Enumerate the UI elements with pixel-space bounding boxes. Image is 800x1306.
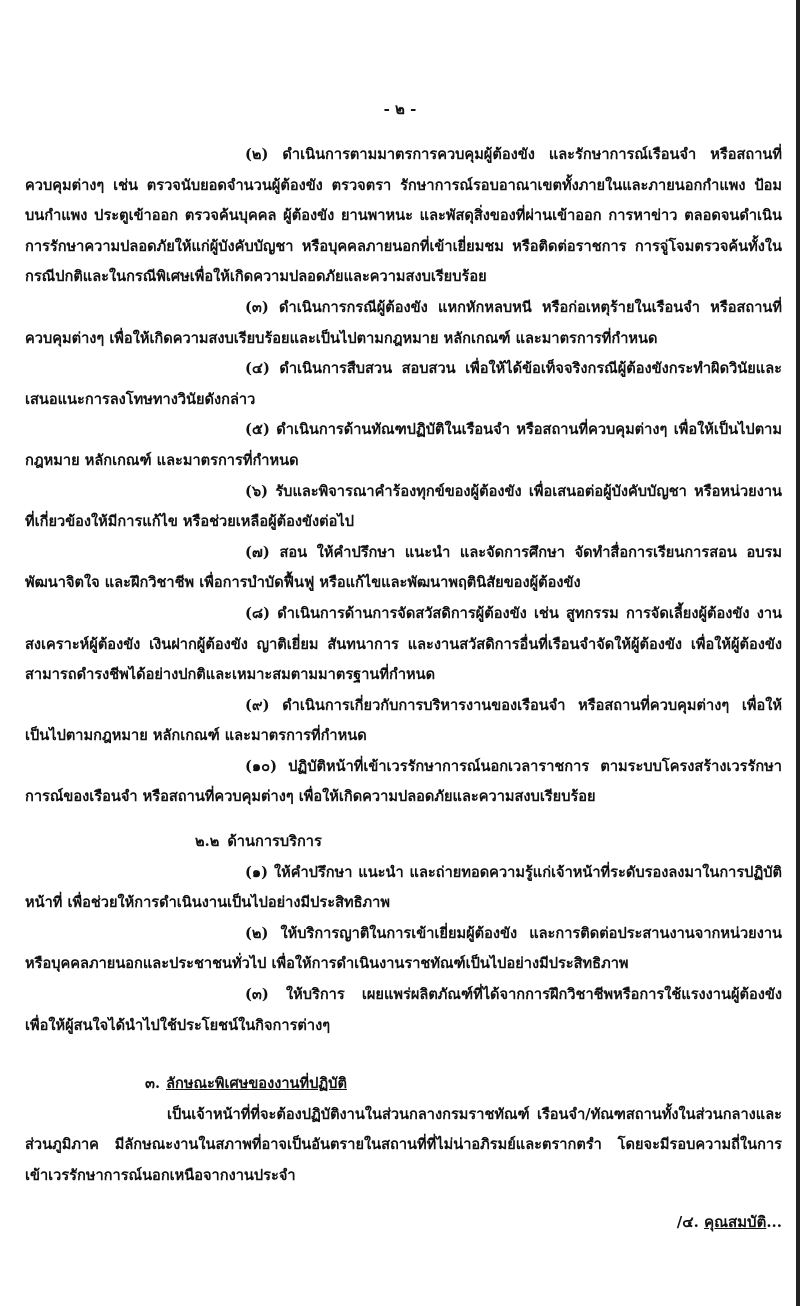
- duty-item-6: (๖) รับและพิจารณาคำร้องทุกข์ของผู้ต้องขัง เพื่อเสนอต่อผู้บังคับบัญชา หรือหน่วยงานที่เกี่ยวข้องให้มีการแก้ไข หรือช่วยเหลือผู้ต้องขังต่อไป: [25, 482, 782, 531]
- special-section-number: ๓.: [145, 1075, 161, 1093]
- special-section-text: เป็นเจ้าหน้าที่ที่จะต้องปฏิบัติงานในส่วนกลางกรมราชทัณฑ์ เรือนจำ/ทัณฑสถานทั้งในส่วนกลางและส่วนภูมิภาค มีลักษณะงานในสภาพที่อาจเป็นอันตรายในสถานที่ที่ไม่น่าอภิรมย์และตรากตรำ โดยจะมีรอบความถี่ในการเข้าเวรรักษาการณ์นอกเหนือจากงานประจำ: [25, 1105, 782, 1184]
- duty-item-4: (๔) ดำเนินการสืบสวน สอบสวน เพื่อให้ได้ข้อเท็จจริงกรณีผู้ต้องขังกระทำผิดวินัยและเสนอแนะการลงโทษทางวินัยดังกล่าว: [25, 360, 782, 408]
- special-section-title: ลักษณะพิเศษของงานที่ปฏิบัติ: [166, 1075, 347, 1093]
- duty-item-9: (๙) ดำเนินการเกี่ยวกับการบริหารงานของเรือนจำ หรือสถานที่ควบคุมต่างๆ เพื่อให้เป็นไปตามกฎหมาย หลักเกณฑ์ และมาตรการที่กำหนด: [25, 696, 782, 745]
- service-list: [25, 858, 782, 1042]
- service-section-title: ด้านการบริการ: [227, 833, 322, 851]
- service-item-3: (๓) ให้บริการ เผยแพร่ผลิตภัณฑ์ที่ได้จากการฝึกวิชาชีพหรือการใช้แรงงานผู้ต้องขัง เพื่อให้ผู้สนใจได้นำไปใช้ประโยชน์ในกิจการต่างๆ: [25, 986, 782, 1034]
- duty-item-8: (๘) ดำเนินการด้านการจัดสวัสดิการผู้ต้องขัง เช่น สูทกรรม การจัดเลี้ยงผู้ต้องขัง งานสงเคราะห์ผู้ต้องขัง เงินฝากผู้ต้องขัง ญาติเยี่ยม สันทนาการ และงานสวัสดิการอื่นที่เรือนจำจัดให้ผู้ต้องขัง เพื่อให้ผู้ต้องขังสามารถดำรงชีพได้อย่างปกติและเหมาะสมตามมาตรฐานที่กำหนด: [25, 604, 782, 684]
- duties-list: [25, 96, 782, 813]
- next-page-suffix: ...: [766, 1213, 782, 1231]
- next-page-heading: คุณสมบัติ: [704, 1213, 767, 1231]
- service-section-number: ๒.๒: [195, 833, 220, 851]
- duty-item-10: (๑๐) ปฏิบัติหน้าที่เข้าเวรรักษาการณ์นอกเวลาราชการ ตามระบบโครงสร้างเวรรักษาการณ์ของเรือนจำ หรือสถานที่ควบคุมต่างๆ เพื่อให้เกิดความปลอดภัยและความสงบเรียบร้อย: [25, 757, 782, 806]
- service-item-1: (๑) ให้คำปรึกษา แนะนำ และถ่ายทอดความรู้แก่เจ้าหน้าที่ระดับรองลงมาในการปฏิบัติหน้าที่ เพื่อช่วยให้การดำเนินงานเป็นไปอย่างมีประสิทธิภาพ: [25, 863, 782, 912]
- next-page-marker: [677, 1210, 782, 1234]
- scan-border: [796, 0, 800, 1306]
- next-page-prefix: /๔.: [676, 1213, 699, 1231]
- duty-item-7: (๗) สอน ให้คำปรึกษา แนะนำ และจัดการศึกษา จัดทำสื่อการเรียนการสอน อบรมพัฒนาจิตใจ และฝึกวิชาชีพ เพื่อการบำบัดฟื้นฟู หรือแก้ไขและพัฒนาพฤตินิสัยของผู้ต้องขัง: [25, 543, 782, 592]
- duty-item-2: (๒) ดำเนินการตามมาตรการควบคุมผู้ต้องขัง และรักษาการณ์เรือนจำ หรือสถานที่ควบคุมต่างๆ เช่น ตรวจนับยอดจำนวนผู้ต้องขัง ตรวจตรา รักษาการณ์รอบอาณาเขตทั้งภายในและภายนอกกำแพง ป้อมบนกำแพง ประตูเข้าออก ตรวจค้นบุคคล ผู้ต้องขัง ยานพาหนะ และพัสดุสิ่งของที่ผ่านเข้าออก การหาข่าว ตลอดจนดำเนินการรักษาความปลอดภัยให้แก่ผู้บังคับบัญชา หรือบุคคลภายนอกที่เข้าเยี่ยมชม หรือติดต่อราชการ การจู่โจมตรวจค้นทั้งในกรณีปกติและในกรณีพิเศษเพื่อให้เกิดความปลอดภัยและความสงบเรียบร้อย: [25, 146, 782, 286]
- special-section-heading: [25, 1069, 782, 1100]
- service-item-2: (๒) ให้บริการญาติในการเข้าเยี่ยมผู้ต้องขัง และการติดต่อประสานงานจากหน่วยงานหรือบุคคลภายนอกและประชาชนทั่วไป เพื่อให้การดำเนินงานราชทัณฑ์เป็นไปอย่างมีประสิทธิภาพ: [25, 924, 782, 973]
- page-number: - ๒ -: [383, 100, 417, 118]
- duty-item-3: (๓) ดำเนินการกรณีผู้ต้องขัง แหกหักหลบหนี หรือก่อเหตุร้ายในเรือนจำ หรือสถานที่ควบคุมต่างๆ เพื่อให้เกิดความสงบเรียบร้อยและเป็นไปตามกฎหมาย หลักเกณฑ์ และมาตรการที่กำหนด: [25, 298, 782, 347]
- service-section-heading: [25, 827, 782, 858]
- duty-item-5: (๕) ดำเนินการด้านทัณฑปฏิบัติในเรือนจำ หรือสถานที่ควบคุมต่างๆ เพื่อให้เป็นไปตามกฎหมาย หลักเกณฑ์ และมาตรการที่กำหนด: [25, 421, 782, 469]
